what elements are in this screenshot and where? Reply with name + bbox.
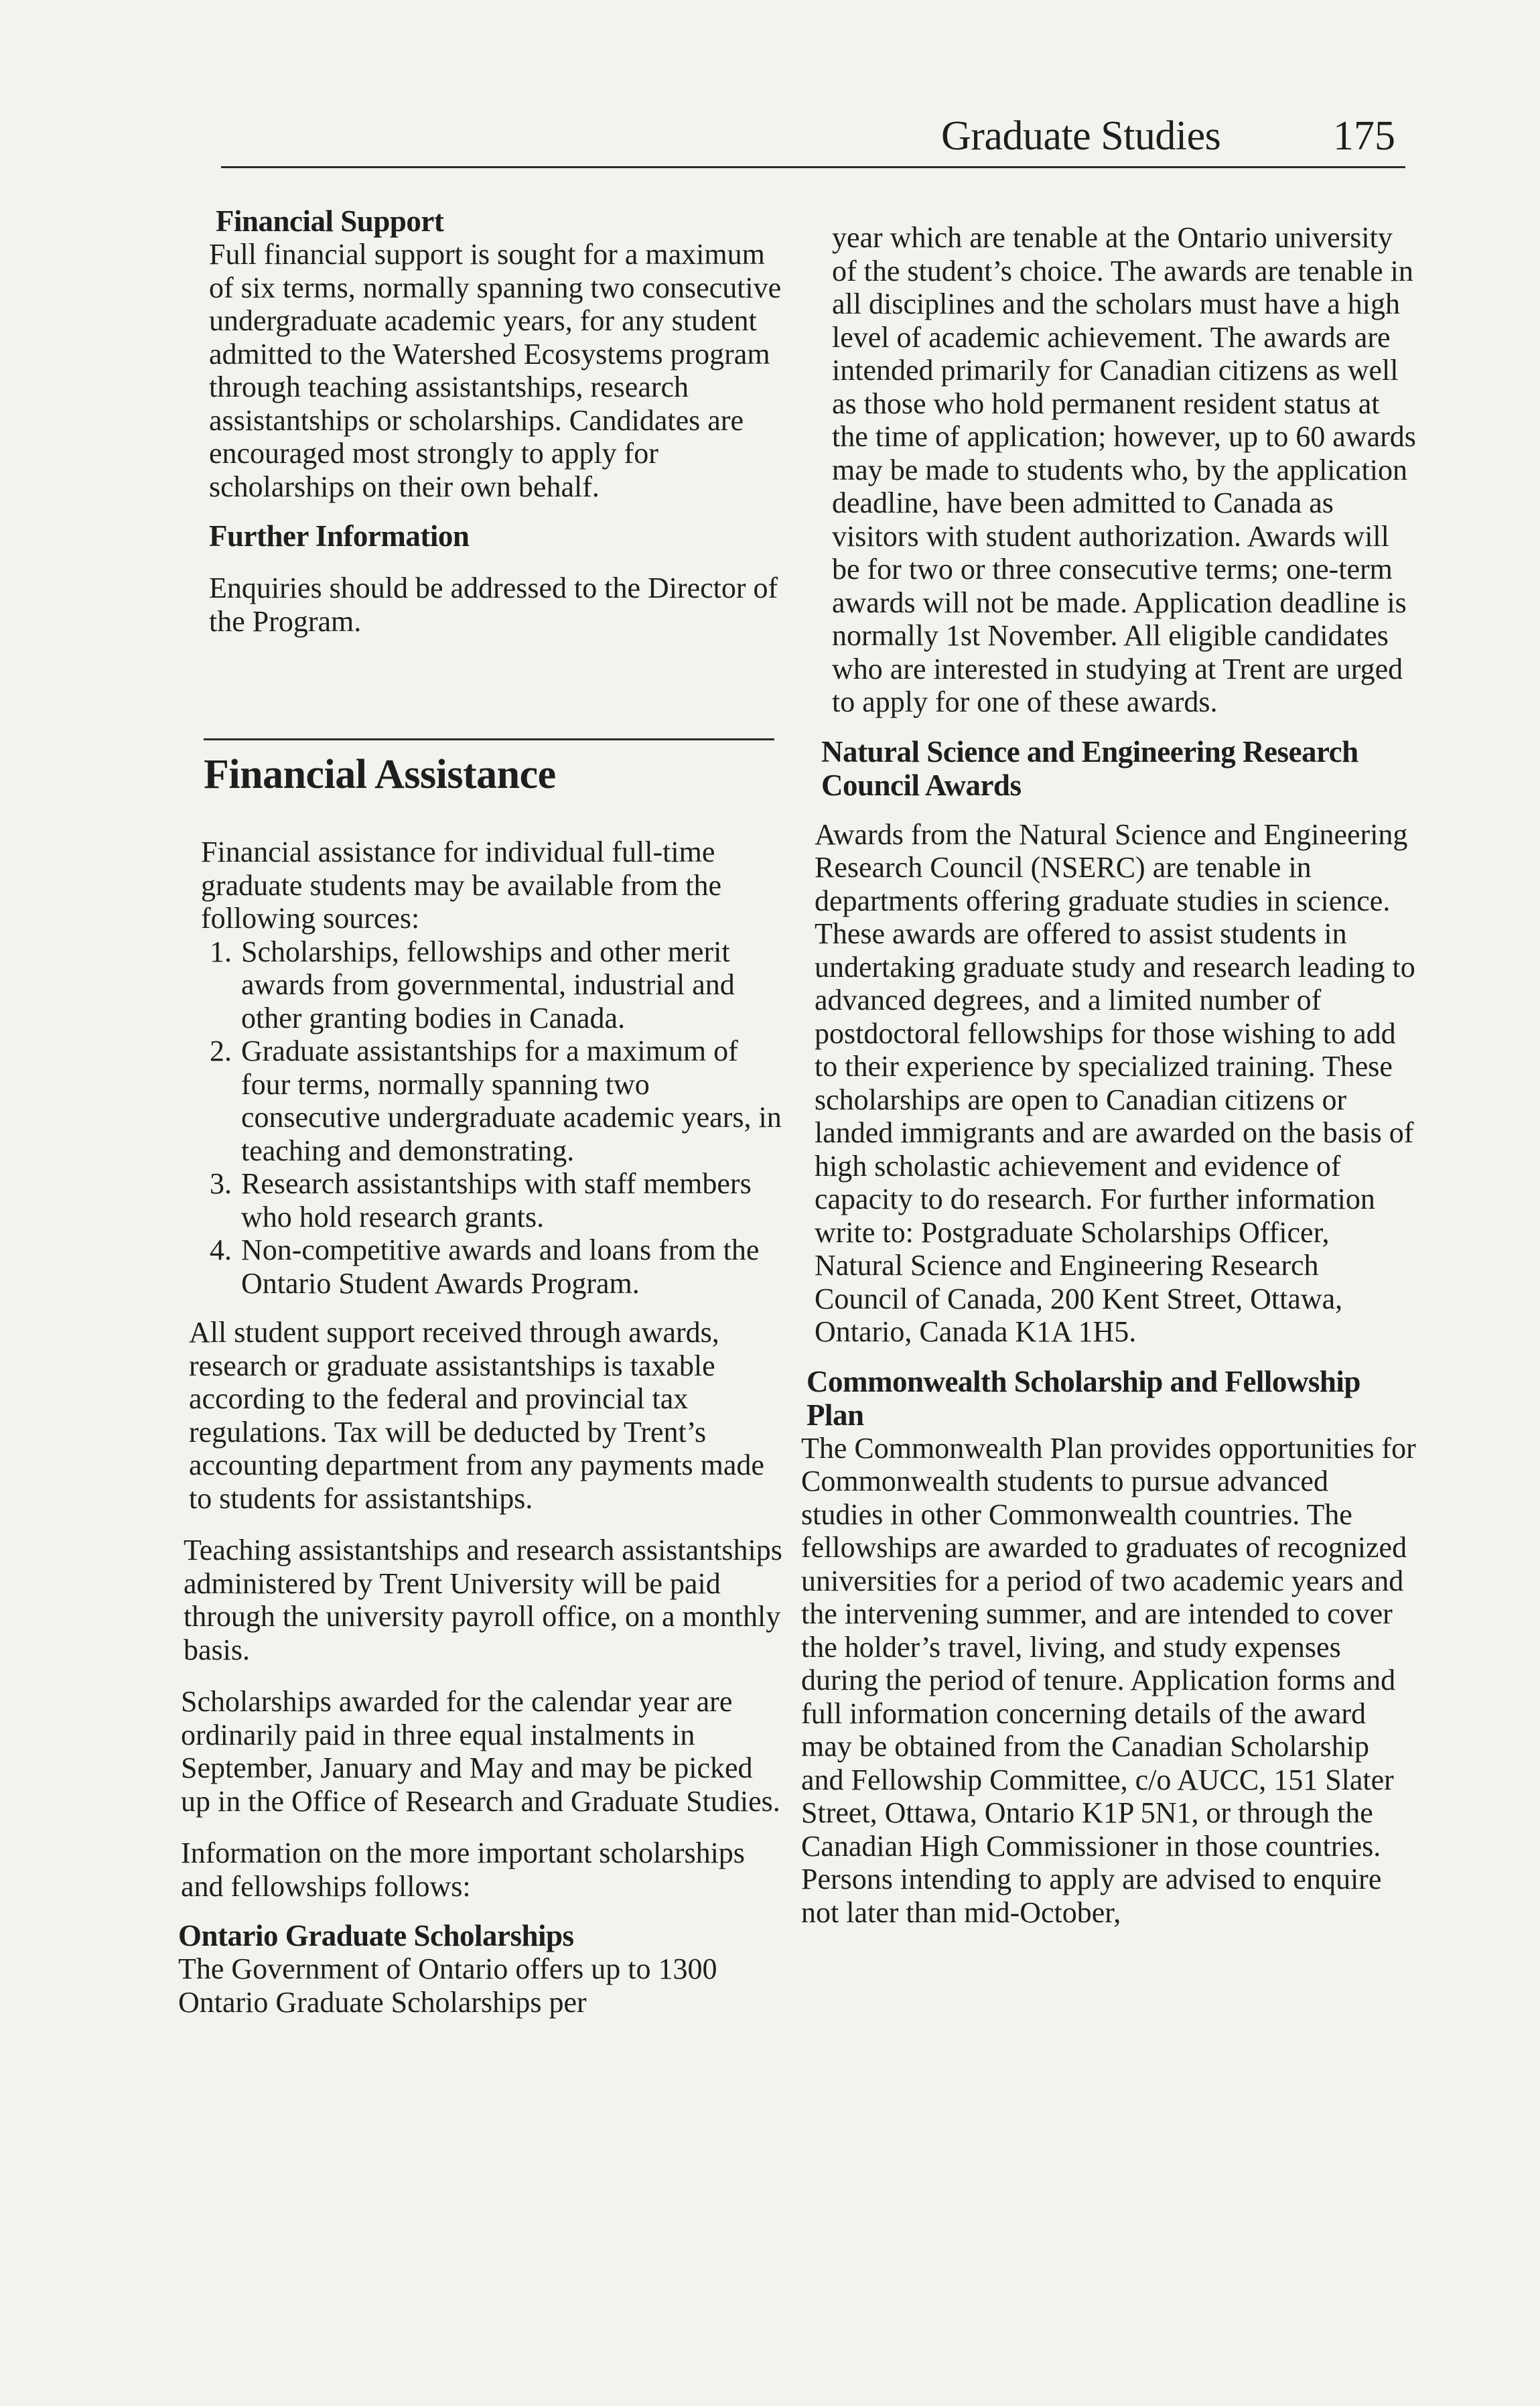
header-rule — [221, 166, 1405, 168]
taxable-paragraph: All student support received through awards, research or graduate assistantships is taxable according to the federal and provincial tax regulations. Tax will be deducted by Trent’s accounting department from any payments made to students for assistantships. — [189, 1316, 764, 1515]
financial-support-text: Full financial support is sought for a maximum of six terms, normally spanning two consecutive undergraduate academic years, for any student admitted to the Watershed Ecosystems program through teaching assistantships, research assistantships or scholarships. Candidates are encouraged most strongly to apply for scholarships on their own behalf. — [209, 238, 782, 503]
scholarships-paragraph: Scholarships awarded for the calendar year are ordinarily paid in three equal instalments in September, January and May and may be picked up in the Office of Research and Graduate Studies. — [181, 1685, 780, 1818]
list-item: 1. Scholarships, fellowships and other merit awards from governmental, industrial and other granting bodies in Canada. — [210, 935, 735, 1034]
commonwealth-text: The Commonwealth Plan provides opportunities for Commonwealth students to pursue advanced studies in other Commonwealth countries. The fellowships are awarded to graduates of recognized universities for a period of two academic years and the intervening summer, and are intended to cover the holder’s travel, living, and study expenses during the period of tenure. Application forms and full information concerning details of the award may be obtained from the Canadian Scholarship and Fellowship Committee, c/o AUCC, 151 Slater Street, Ottawa, Ontario K1P 5N1, or through the Canadian High Commissioner in those countries. Persons intending to apply are advised to enquire not later than mid-October, — [801, 1431, 1416, 1929]
list-item: 3. Research assistantships with staff members who hold research grants. — [210, 1167, 752, 1233]
page-number: 175 — [1333, 113, 1395, 159]
financial-support-heading: Financial Support — [216, 204, 444, 238]
further-information-heading: Further Information — [209, 519, 470, 553]
nserc-text: Awards from the Natural Science and Engineering Research Council (NSERC) are tenable in departments offering graduate studies in science. These awards are offered to assist students in undertaking graduate study and research leading to advanced degrees, and a limited number of postdoctoral fellowships for those wishing to add to their experience by specialized training. These scholarships are open to Canadian citizens or landed immigrants and are awarded on the basis of high scholastic achievement and evidence of capacity to do research. For further information write to: Postgraduate Scholarships Officer, Natural Science and Engineering Research Council of Canada, 200 Kent Street, Ottawa, Ontario, Canada K1A 1H5. — [815, 817, 1415, 1348]
financial-assistance-heading: Financial Assistance — [204, 752, 556, 797]
right-column — [801, 221, 1417, 1929]
section-rule — [204, 738, 774, 740]
running-head: Graduate Studies — [941, 113, 1221, 159]
commonwealth-heading: Commonwealth Scholarship and Fellowship Plan — [807, 1364, 1360, 1432]
nserc-heading: Natural Science and Engineering Research Council Awards — [821, 734, 1358, 802]
financial-assistance-intro: Financial assistance for individual full-time graduate students may be available from the following sources: — [201, 836, 722, 935]
left-column — [178, 204, 784, 2019]
information-paragraph: Information on the more important scholarships and fellowships follows: — [181, 1836, 745, 1903]
sources-list — [201, 935, 784, 1300]
list-item: 4. Non-competitive awards and loans from the Ontario Student Awards Program. — [210, 1233, 760, 1300]
list-item: 2. Graduate assistantships for a maximum of four terms, normally spanning two consecutive undergraduate academic years, in teaching and demonstrating. — [210, 1034, 782, 1167]
ontario-graduate-text: The Government of Ontario offers up to 1300 Ontario Graduate Scholarships per — [178, 1952, 717, 2019]
ogs-continued-text: year which are tenable at the Ontario university of the student’s choice. The awards are tenable in all disciplines and the scholars must have a high level of academic achievement. The awards are intended primarily for Canadian citizens as well as those who hold permanent resident status at the time of application; however, up to 60 awards may be made to students who, by the application deadline, have been admitted to Canada as visitors with student authorization. Awards will be for two or three consecutive terms; one-term awards will not be made. Application deadline is normally 1st November. All eligible candidates who are interested in studying at Trent are urged to apply for one of these awards. — [832, 221, 1416, 718]
further-information-text: Enquiries should be addressed to the Director of the Program. — [209, 572, 778, 638]
ontario-graduate-heading: Ontario Graduate Scholarships — [178, 1919, 574, 1952]
payroll-paragraph: Teaching assistantships and research assistantships administered by Trent University will be paid through the university payroll office, on a monthly basis. — [184, 1534, 782, 1666]
